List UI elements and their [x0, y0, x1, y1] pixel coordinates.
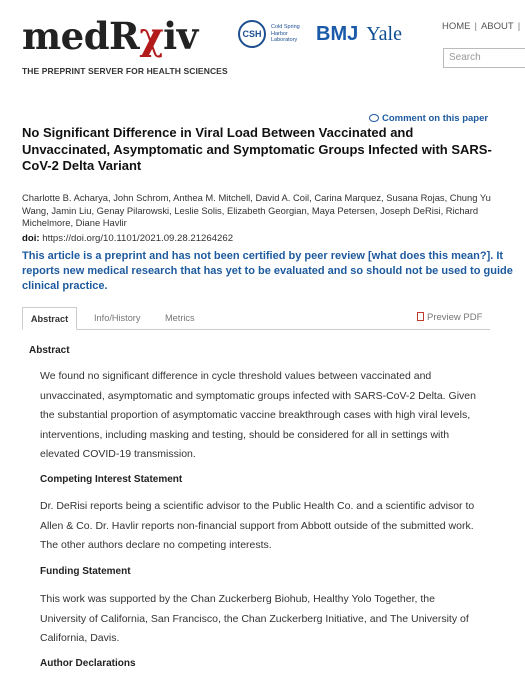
doi-label: doi:	[22, 233, 40, 244]
competing-interest-heading: Competing Interest Statement	[40, 474, 183, 485]
author-declarations-heading: Author Declarations	[40, 658, 136, 669]
comment-link-label: Comment on this paper	[382, 113, 489, 124]
article-title: No Significant Difference in Viral Load Between Vaccinated and Unvaccinated, Asymptomatic and Symptomatic Groups Infected with SARS-CoV-2 Delta Variant	[22, 125, 492, 173]
comment-on-paper-link[interactable]	[369, 113, 488, 124]
nav-separator: |	[517, 21, 521, 32]
doi-line	[22, 233, 233, 244]
author-list[interactable]: Charlotte B. Acharya, John Schrom, Anthea M. Mitchell, David A. Coil, Carina Marquez, Susana Rojas, Chung Yu Wang, Jamin Liu, Genay Pilarowski, Leslie Solis, Elizabeth Georgian, Maya Petersen, Joseph DeRisi, Richard Michelmore, Diane Havlir	[22, 192, 491, 229]
abstract-heading: Abstract	[29, 345, 70, 356]
abstract-text: We found no significant difference in cycle threshold values between vaccinated and unvaccinated, asymptomatic and symptomatic groups infected with SARS-CoV-2 Delta. Given the substantial proportion of asymptomatic vaccine breakthrough cases with high viral levels, interventions, including masking and testing, should be considered for all in settings with elevated COVID-19 transmission.	[40, 370, 476, 461]
funding-heading: Funding Statement	[40, 566, 131, 577]
site-tagline: THE PREPRINT SERVER FOR HEALTH SCIENCES	[22, 66, 228, 76]
medrxiv-logo[interactable]	[22, 14, 198, 58]
tab-info-history[interactable]: Info/History	[94, 313, 141, 323]
tab-abstract[interactable]: Abstract	[22, 307, 77, 330]
nav-separator: |	[474, 21, 477, 32]
csh-logo-text: Cold Spring Harbor Laboratory	[271, 24, 300, 44]
nav-home-link[interactable]: HOME	[442, 21, 471, 32]
partner-logos	[238, 20, 402, 48]
yale-logo[interactable]: Yale	[366, 22, 402, 45]
tab-metrics[interactable]: Metrics	[165, 313, 195, 323]
search-input[interactable]: Search	[443, 48, 525, 68]
preview-pdf-label: Preview PDF	[427, 312, 483, 323]
top-navigation	[442, 21, 524, 32]
preprint-notice: This article is a preprint and has not been certified by peer review [what does this mean?]. It reports new medical research that has yet to be evaluated and so should not be used to guide clinical practice.	[22, 250, 513, 292]
nav-about-link[interactable]: ABOUT	[480, 21, 514, 32]
competing-interest-text: Dr. DeRisi reports being a scientific advisor to the Public Health Co. and a scientific advisor to Allen & Co. Dr. Havlir reports non-financial support from Abbott outside of the submitted work. The other authors declare no competing interests.	[40, 500, 475, 552]
bmj-logo[interactable]: BMJ	[316, 22, 359, 45]
csh-logo-icon[interactable]: CSH	[238, 20, 266, 48]
funding-text: This work was supported by the Chan Zuckerberg Biohub, Healthy Yolo Together, the University of California, San Francisco, the Chan Zuckerberg Initiative, and The University of California, Davis.	[40, 593, 469, 645]
preview-pdf-link[interactable]	[417, 312, 482, 323]
pdf-icon	[417, 312, 424, 321]
comment-bubble-icon	[369, 114, 379, 122]
logo-text-accent: χ	[139, 14, 164, 58]
logo-text-end: iv	[163, 14, 198, 58]
doi-link[interactable]: https://doi.org/10.1101/2021.09.28.21264262	[42, 233, 234, 244]
logo-text-main: medR	[22, 14, 140, 58]
